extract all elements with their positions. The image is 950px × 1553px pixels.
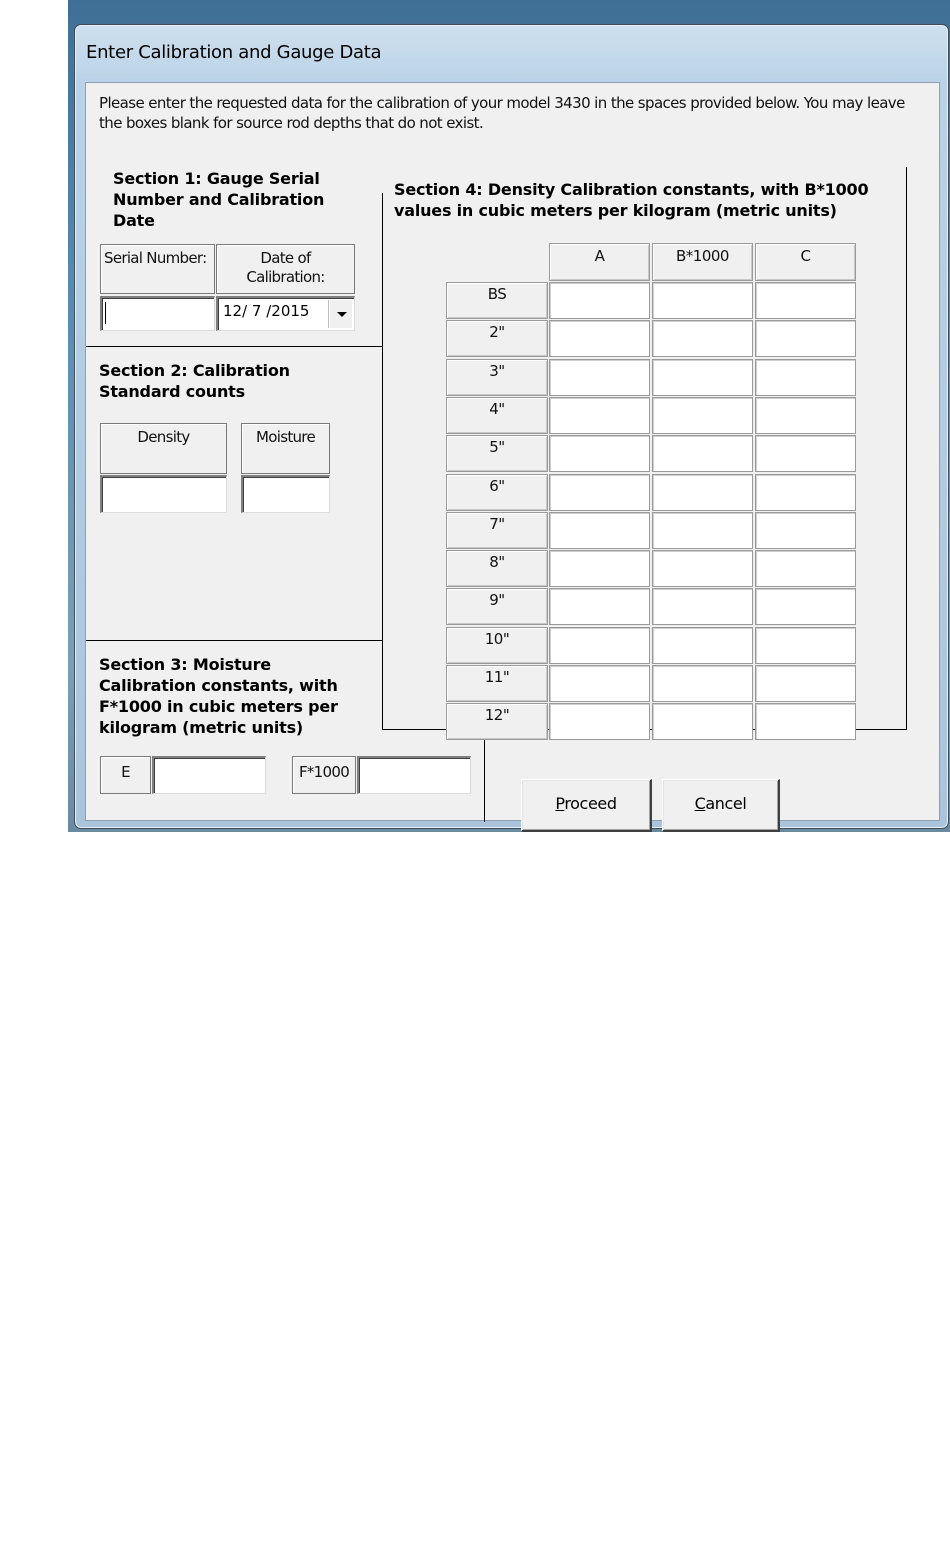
row-header: BS (446, 282, 548, 319)
constant-cell-input[interactable] (755, 474, 856, 511)
calibration-dialog (74, 24, 949, 829)
section2-bottom-divider (86, 640, 383, 641)
row-header: 2" (446, 320, 548, 357)
serial-number-input[interactable] (100, 296, 215, 331)
section4-title: Section 4: Density Calibration constants, with B*1000 values in cubic meters per kilogram (metric units) (394, 179, 894, 221)
left-column-divider (382, 193, 383, 730)
constant-cell-input[interactable] (652, 282, 753, 319)
proceed-button[interactable] (521, 779, 652, 832)
constant-cell-input[interactable] (755, 703, 856, 740)
section4-right-divider (906, 167, 907, 730)
constant-cell-input[interactable] (755, 512, 856, 549)
constant-cell-input[interactable] (755, 588, 856, 625)
constant-cell-input[interactable] (755, 397, 856, 434)
date-of-calibration-label (216, 244, 355, 294)
section3-title: Section 3: Moisture Calibration constants, with F*1000 in cubic meters per kilogram (metric units) (99, 655, 338, 737)
calibration-date-value: 12/ 7 /2015 (223, 302, 310, 320)
constant-cell-input[interactable] (549, 703, 650, 740)
constant-cell-input[interactable] (549, 627, 650, 664)
constant-cell-input[interactable] (755, 665, 856, 702)
calibration-date-picker[interactable] (216, 296, 355, 331)
column-header: A (549, 243, 650, 281)
cancel-button[interactable] (662, 779, 780, 832)
constant-cell-input[interactable] (755, 627, 856, 664)
row-header: 4" (446, 397, 548, 434)
section1-title: Section 1: Gauge Serial Number and Calibration Date (113, 169, 325, 230)
moisture-label-text: Moisture (256, 428, 315, 446)
section1-bottom-divider (86, 346, 383, 347)
text-cursor (105, 302, 106, 324)
moisture-label (241, 423, 330, 474)
f1000-constant-label-text: F*1000 (298, 763, 350, 781)
row-header: 7" (446, 512, 548, 549)
density-count-input[interactable] (100, 475, 227, 513)
constant-cell-input[interactable] (652, 588, 753, 625)
constant-cell-input[interactable] (755, 435, 856, 472)
constant-cell-input[interactable] (652, 703, 753, 740)
cancel-label: ancel (705, 794, 747, 813)
constant-cell-input[interactable] (755, 320, 856, 357)
constant-cell-input[interactable] (652, 397, 753, 434)
constant-cell-input[interactable] (652, 665, 753, 702)
e-constant-input[interactable] (152, 756, 266, 794)
constant-cell-input[interactable] (549, 320, 650, 357)
row-header: 5" (446, 435, 548, 472)
constant-cell-input[interactable] (755, 282, 856, 319)
intro-text: Please enter the requested data for the calibration of your model 3430 in the spaces provided below. You may leave the boxes blank for source rod depths that do not exist. (99, 94, 905, 132)
constant-cell-input[interactable] (549, 282, 650, 319)
constant-cell-input[interactable] (755, 359, 856, 396)
constant-cell-input[interactable] (652, 474, 753, 511)
constant-cell-input[interactable] (652, 320, 753, 357)
proceed-mnemonic: P (555, 794, 565, 813)
constant-cell-input[interactable] (549, 397, 650, 434)
density-label-text: Density (137, 428, 190, 446)
constant-cell-input[interactable] (549, 512, 650, 549)
row-header: 12" (446, 703, 548, 740)
e-constant-label (100, 756, 151, 794)
row-header: 3" (446, 359, 548, 396)
row-header: 9" (446, 588, 548, 625)
constant-cell-input[interactable] (652, 550, 753, 587)
constant-cell-input[interactable] (652, 359, 753, 396)
date-dropdown-button[interactable] (329, 300, 352, 328)
column-header: C (755, 243, 856, 281)
cancel-mnemonic: C (694, 794, 706, 813)
row-header: 6" (446, 474, 548, 511)
constant-cell-input[interactable] (549, 359, 650, 396)
f1000-constant-input[interactable] (357, 756, 471, 794)
dialog-client-area (85, 82, 940, 821)
moisture-count-input[interactable] (241, 475, 330, 513)
constant-cell-input[interactable] (549, 550, 650, 587)
constant-cell-input[interactable] (652, 512, 753, 549)
constant-cell-input[interactable] (549, 435, 650, 472)
button-area-divider (484, 730, 485, 822)
section2-title: Section 2: Calibration Standard counts (99, 361, 290, 401)
row-header: 10" (446, 627, 548, 664)
constant-cell-input[interactable] (652, 627, 753, 664)
constant-cell-input[interactable] (549, 474, 650, 511)
date-of-calibration-label-text: Date of Calibration: (246, 249, 325, 286)
constant-cell-input[interactable] (549, 665, 650, 702)
chevron-down-icon (337, 312, 347, 317)
density-label (100, 423, 227, 474)
constant-cell-input[interactable] (549, 588, 650, 625)
constant-cell-input[interactable] (755, 550, 856, 587)
row-header: 8" (446, 550, 548, 587)
constant-cell-input[interactable] (652, 435, 753, 472)
row-header: 11" (446, 665, 548, 702)
window-title: Enter Calibration and Gauge Data (86, 42, 382, 63)
serial-number-label-text: Serial Number: (104, 249, 207, 267)
f1000-constant-label (292, 756, 356, 794)
serial-number-label (100, 244, 215, 294)
e-constant-label-text: E (121, 763, 130, 781)
proceed-label: roceed (564, 794, 617, 813)
column-header: B*1000 (652, 243, 753, 281)
